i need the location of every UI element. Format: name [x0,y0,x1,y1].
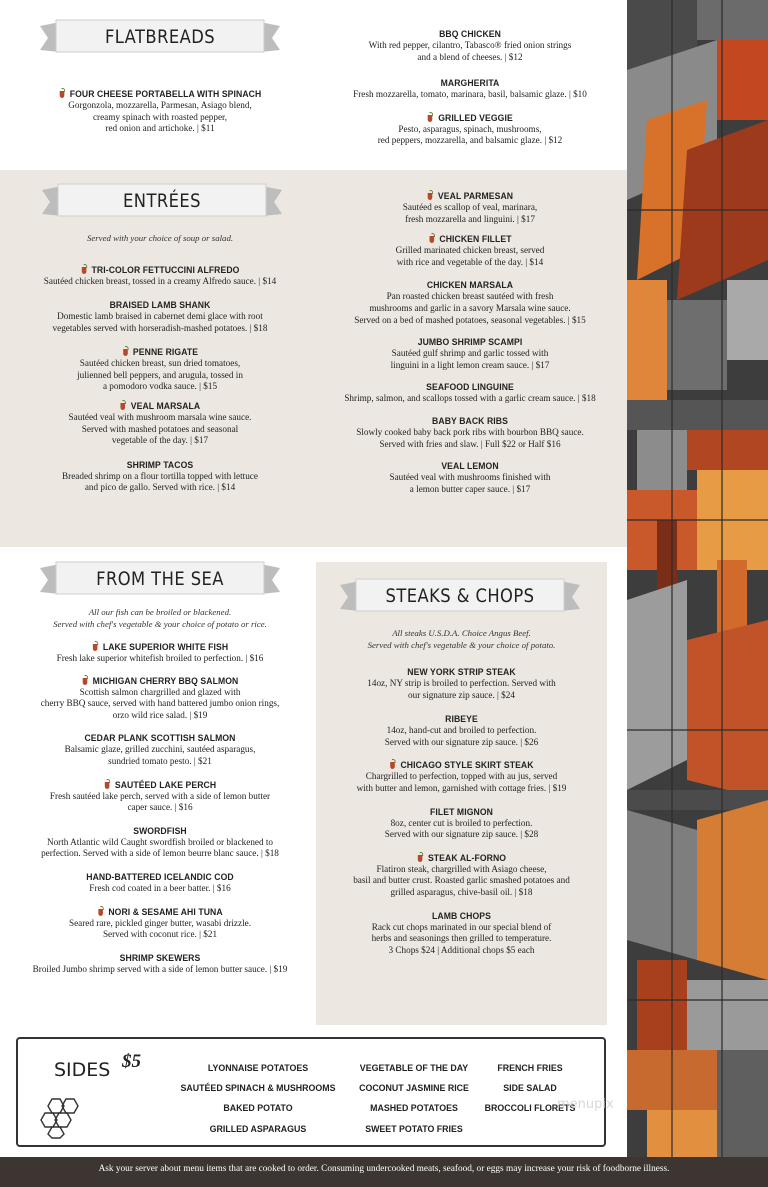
side-item: BAKED POTATO [223,1103,293,1115]
side-item: SAUTÉED SPINACH & MUSHROOMS [180,1083,336,1095]
hexagon-icon [40,1097,86,1139]
menu-item: SEAFOOD LINGUINE Shrimp, salmon, and scallops tossed with a garlic cream sauce. | $18 [344,381,596,404]
entrees-note: Served with your choice of soup or salad. [86,233,234,243]
side-item: LYONNAISE POTATOES [207,1063,309,1074]
side-item: VEGETABLE OF THE DAY [359,1063,469,1074]
menu-item: BRAISED LAMB SHANK Domestic lamb braised in cabernet demi glace with root vegetables served with horseradish-mashed potatoes. | $18 [52,299,268,333]
spicy-pepper-icon [97,906,104,916]
flatbreads-left [20,88,300,144]
menu-item: FILET MIGNON 8oz, center cut is broiled to perfection. Served with our signature zip sauce. | $28 [384,805,539,840]
menu-item: CEDAR PLANK SCOTTISH SALMON Balsamic glaze, grilled zucchini, sautéed asparagus, sundried tomato pesto. | $21 [64,732,256,766]
spicy-pepper-icon [389,759,396,769]
watermark: menupix [557,1097,614,1112]
sides-column-1 [166,1059,350,1140]
sea-title: FROM THE SEA [96,568,224,590]
sea-banner [40,560,280,598]
spicy-pepper-icon [427,190,434,200]
menu-item: MARGHERITA Fresh mozzarella, tomato, marinara, basil, balsamic glaze. | $10 [353,77,587,100]
flatbreads-title: FLATBREADS [104,26,216,48]
side-item: MASHED POTATOES [370,1103,458,1115]
menu-item: BBQ CHICKEN With red pepper, cilantro, Tabasco® fried onion strings and a blend of cheeses. | $12 [368,28,572,62]
spicy-pepper-icon [92,641,99,651]
menu-item: JUMBO SHRIMP SCAMPI Sautéed gulf shrimp and garlic tossed with linguini in a light lemon cream sauce. | $17 [390,336,550,370]
steaks-note: All steaks U.S.D.A. Choice Angus Beef. Served with chef's vegetable & your choice of potato. [367,628,556,650]
flatbreads-banner [40,18,280,56]
entrees-title: ENTRÉES [123,190,201,212]
entrees-right [320,190,620,504]
menu-item: LAKE SUPERIOR WHITE FISH Fresh lake superior whitefish broiled to perfection. | $16 [56,641,264,663]
sides-price: $5 [122,1051,141,1072]
menu-item: BABY BACK RIBS Slowly cooked baby back pork ribs with bourbon BBQ sauce. Served with fries and slaw. | Full $22 or Half $16 [356,414,584,449]
side-item: GRILLED ASPARAGUS [209,1123,307,1135]
spicy-pepper-icon [59,88,66,98]
spicy-pepper-icon [104,779,111,789]
side-item: FRENCH FRIES [497,1063,563,1074]
menu-item: SHRIMP TACOS Breaded shrimp on a flour tortilla topped with lettuce and pico de gallo. Served with rice. | $14 [62,458,258,493]
menu-item: CHICKEN MARSALA Pan roasted chicken breast sautéed with fresh mushrooms and garlic in a savory Marsala wine sauce. Served on a bed of mashed potatoes, seasonal vegetables. | $15 [354,279,586,325]
side-item: SWEET POTATO FRIES [365,1123,463,1135]
menu-item: STEAK AL-FORNO Flatiron steak, chargrilled with Asiago cheese, basil and butter crust. Roasted garlic smashed potatoes and grilled asparagus, chive-basil oil. | $18 [353,851,570,897]
entrees-banner [42,182,282,220]
side-item: COCONUT JASMINE RICE [359,1083,469,1095]
menu-item: TRI-COLOR FETTUCCINI ALFREDO Sautéed chicken breast, tossed in a creamy Alfredo sauce. | $14 [43,263,277,286]
menu-item: SHRIMP SKEWERS Broiled Jumbo shrimp served with a side of lemon butter sauce. | $19 [32,951,288,974]
menu-item: FOUR CHEESE PORTABELLA WITH SPINACH Gorgonzola, mozzarella, Parmesan, Asiago blend, creamy spinach with roasted pepper, red onion and artichoke. | $11 [20,88,300,135]
spicy-pepper-icon [122,346,129,356]
spicy-pepper-icon [428,233,435,243]
menu-item: VEAL LEMON Sautéed veal with mushrooms finished with a lemon butter caper sauce. | $17 [389,460,551,494]
flatbreads-right [320,28,620,156]
steaks-list [316,628,607,965]
menu-item: VEAL PARMESAN Sautéed es scallop of veal, marinara, fresh mozzarella and linguini. | $17 [402,190,538,224]
menu-item: CHICAGO STYLE SKIRT STEAK Chargrilled to perfection, topped with au jus, served with butter and lemon, garnished with cottage fries. | $19 [356,759,567,793]
footer-disclaimer: Ask your server about menu items that are cooked to order. Consuming undercooked meats, seafood, or eggs may increase your risk of foodborne illness. [0,1157,768,1187]
steaks-banner [340,577,580,615]
menu-item: MICHIGAN CHERRY BBQ SALMON Scottish salmon chargrilled and glazed with cherry BBQ sauce, served with hand battered jumbo onion rings, orzo wild rice salad. | $19 [40,674,280,720]
sides-title: SIDES [54,1059,111,1081]
side-item: SIDE SALAD [503,1083,557,1095]
menu-item: CHICKEN FILLET Grilled marinated chicken breast, served with rice and vegetable of the day. | $14 [395,233,545,267]
menu-item: RIBEYE 14oz, hand-cut and broiled to perfection. Served with our signature zip sauce. | $26 [384,713,539,747]
sides-column-2 [331,1059,497,1140]
menu-item: NEW YORK STRIP STEAK 14oz, NY strip is broiled to perfection. Served with our signature zip sauce. | $24 [367,666,556,700]
spicy-pepper-icon [417,852,424,862]
menu-item: SAUTÉED LAKE PERCH Fresh sautéed lake perch, served with a side of lemon butter caper sauce. | $16 [49,778,271,813]
menu-item: SWORDFISH North Atlantic wild Caught swordfish broiled or blackened to perfection. Served with a side of lemon beurre blanc sauce. | $18 [41,824,279,859]
spicy-pepper-icon [120,400,127,410]
entrees-left [20,233,300,503]
sides-box [16,1037,606,1147]
spicy-pepper-icon [82,675,89,685]
sea-list [10,607,310,984]
menu-item: GRILLED VEGGIE Pesto, asparagus, spinach, mushrooms, red peppers, mozzarella, and balsamic glaze. | $12 [377,111,563,146]
sea-note: All our fish can be broiled or blackened. Served with chef's vegetable & your choice of potato or rice. [53,607,267,629]
spicy-pepper-icon [81,264,88,274]
steaks-title: STEAKS & CHOPS [385,585,535,607]
side-item: BROCCOLI FLORETS [484,1103,576,1115]
decorative-art-strip [627,0,768,1157]
menu-item: NORI & SESAME AHI TUNA Seared rare, pickled ginger butter, wasabi drizzle. Served with coconut rice. | $21 [68,905,252,940]
spicy-pepper-icon [427,112,434,122]
menu-item: VEAL MARSALA Sautéed veal with mushroom marsala wine sauce. Served with mashed potatoes and seasonal vegetable of the day. | $17 [68,400,252,446]
menu-item: LAMB CHOPS Rack cut chops marinated in our special blend of herbs and seasonings then grilled to temperature. 3 Chops $24 | Additional chops $5 each [371,909,552,955]
menu-item: PENNE RIGATE Sautéed chicken breast, sun dried tomatoes, julienned bell peppers, and arugula, tossed in a pomodoro vodka sauce. | $15 [77,346,243,392]
menu-item: HAND-BATTERED ICELANDIC COD Fresh cod coated in a beer batter. | $16 [86,870,234,893]
